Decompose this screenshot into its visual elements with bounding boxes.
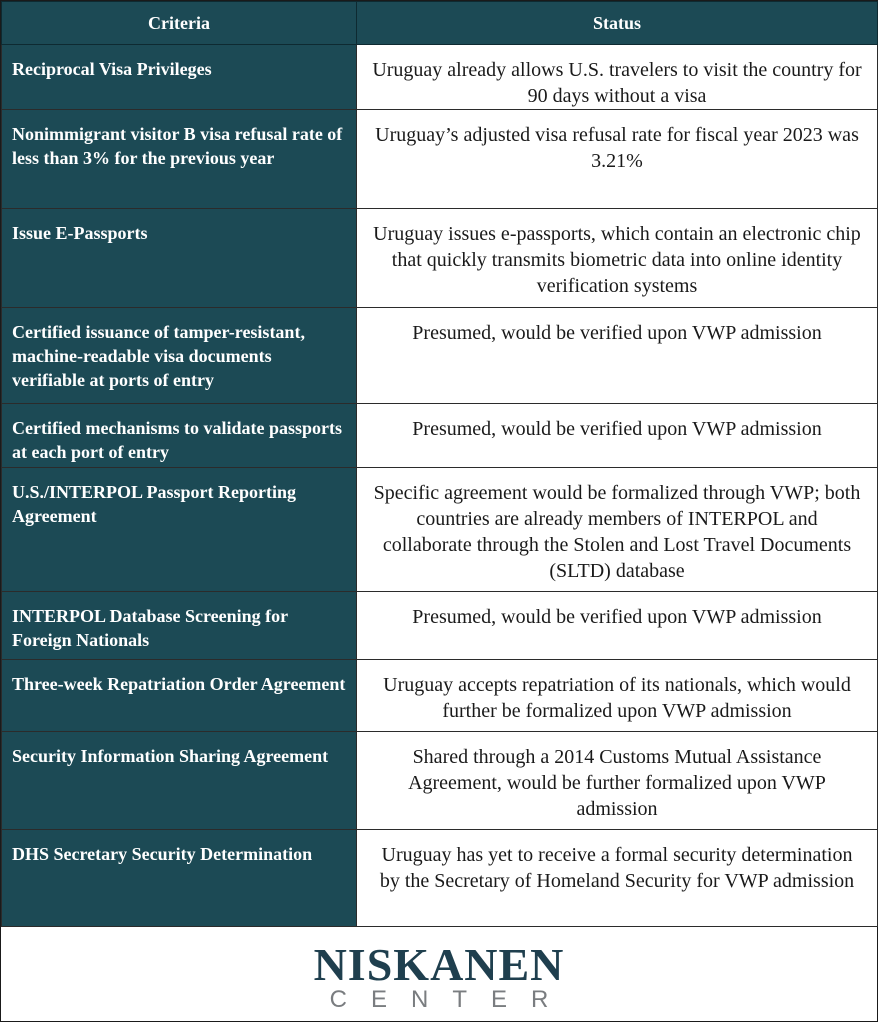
- criteria-cell: Certified issuance of tamper-resistant, machine-readable visa documents verifiable at ports of entry: [2, 308, 357, 404]
- criteria-cell: Nonimmigrant visitor B visa refusal rate of less than 3% for the previous year: [2, 110, 357, 209]
- status-cell: Specific agreement would be formalized through VWP; both countries are already members of INTERPOL and collaborate through the Stolen and Lost Travel Documents (SLTD) database: [357, 468, 878, 592]
- status-cell: Presumed, would be verified upon VWP admission: [357, 308, 878, 404]
- status-cell: Uruguay’s adjusted visa refusal rate for fiscal year 2023 was 3.21%: [357, 110, 878, 209]
- status-cell: Uruguay issues e-passports, which contain an electronic chip that quickly transmits biometric data into online identity verification systems: [357, 209, 878, 308]
- vwp-criteria-table: [1, 1, 878, 927]
- criteria-cell: Security Information Sharing Agreement: [2, 732, 357, 830]
- status-cell: Presumed, would be verified upon VWP admission: [357, 592, 878, 660]
- status-column-header: Status: [357, 2, 878, 45]
- table-row: [2, 732, 878, 830]
- status-cell: Uruguay has yet to receive a formal security determination by the Secretary of Homeland Security for VWP admission: [357, 830, 878, 927]
- criteria-cell: Three-week Repatriation Order Agreement: [2, 660, 357, 732]
- niskanen-center-logo: [1, 930, 877, 1021]
- logo-subtitle: CENTER: [329, 986, 573, 1013]
- status-cell: Shared through a 2014 Customs Mutual Assistance Agreement, would be further formalized upon VWP admission: [357, 732, 878, 830]
- table-header-row: [2, 2, 878, 45]
- criteria-column-header: Criteria: [2, 2, 357, 45]
- table-row: [2, 404, 878, 468]
- table-row: [2, 209, 878, 308]
- table-row: [2, 830, 878, 927]
- status-cell: Presumed, would be verified upon VWP admission: [357, 404, 878, 468]
- criteria-cell: Certified mechanisms to validate passports at each port of entry: [2, 404, 357, 468]
- criteria-cell: INTERPOL Database Screening for Foreign Nationals: [2, 592, 357, 660]
- criteria-cell: Reciprocal Visa Privileges: [2, 45, 357, 110]
- criteria-cell: Issue E-Passports: [2, 209, 357, 308]
- table-row: [2, 468, 878, 592]
- table-row: [2, 660, 878, 732]
- criteria-cell: U.S./INTERPOL Passport Reporting Agreement: [2, 468, 357, 592]
- table-row: [2, 592, 878, 660]
- table-row: [2, 45, 878, 110]
- status-cell: Uruguay accepts repatriation of its nationals, which would further be formalized upon VWP admission: [357, 660, 878, 732]
- table-row: [2, 110, 878, 209]
- logo-wordmark: NISKANEN: [313, 939, 565, 990]
- table-row: [2, 308, 878, 404]
- criteria-cell: DHS Secretary Security Determination: [2, 830, 357, 927]
- status-cell: Uruguay already allows U.S. travelers to visit the country for 90 days without a visa: [357, 45, 878, 110]
